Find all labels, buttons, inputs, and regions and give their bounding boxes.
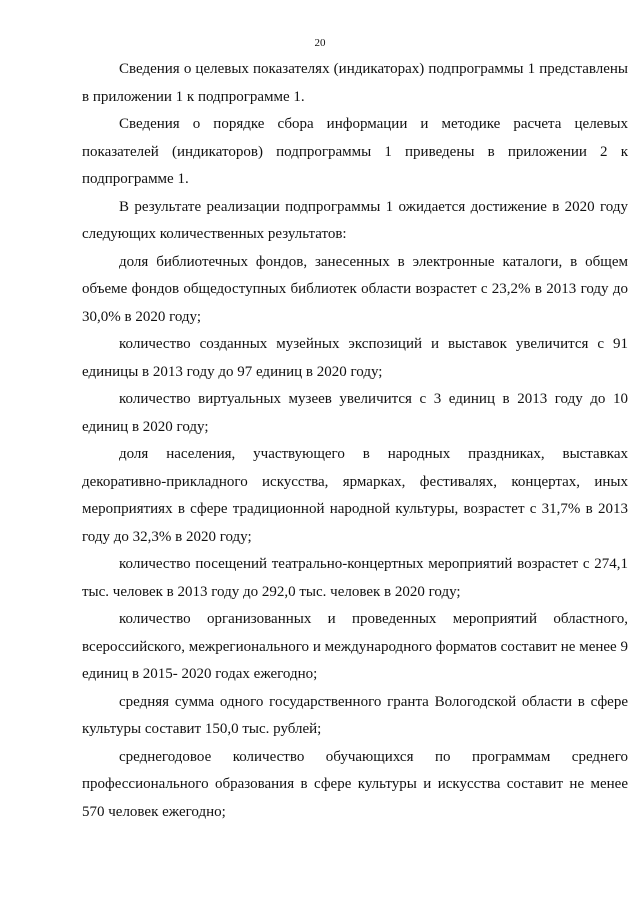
paragraph-indicators-info: Сведения о целевых показателях (индикаторах) подпрограммы 1 представлены в приложении 1 к подпрограмме 1. [82, 61, 628, 105]
paragraph-theatre-visits: количество посещений театрально-концертных мероприятий возрастет с 274,1 тыс. человек в 2013 году до 292,0 тыс. человек в 2020 году; [82, 556, 628, 600]
paragraph-methodology-info: Сведения о порядке сбора информации и методике расчета целевых показателей (индикаторов) подпрограммы 1 приведены в приложении 2 к подпрограмме 1. [82, 116, 628, 187]
document-body [82, 56, 628, 826]
paragraph-folk-culture-participation: доля населения, участвующего в народных праздниках, выставках декоративно-прикладного искусства, ярмарках, фестивалях, концертах, иных мероприятиях в сфере традиционной народной культуры, возрастет с 31,7% в 2013 году до 32,3% в 2020 году; [82, 446, 628, 545]
paragraph-virtual-museums: количество виртуальных музеев увеличится с 3 единиц в 2013 году до 10 единиц в 2020 году; [82, 391, 628, 435]
paragraph-expected-results-intro: В результате реализации подпрограммы 1 ожидается достижение в 2020 году следующих количественных результатов: [82, 198, 628, 242]
paragraph-museum-exhibitions: количество созданных музейных экспозиций и выставок увеличится с 91 единицы в 2013 году до 97 единиц в 2020 году; [82, 336, 628, 380]
paragraph-events-count: количество организованных и проведенных мероприятий областного, всероссийского, межрегионального и международного форматов составит не менее 9 единиц в 2015- 2020 годах ежегодно; [82, 611, 628, 682]
paragraph-grant-amount: средняя сумма одного государственного гранта Вологодской области в сфере культуры составит 150,0 тыс. рублей; [82, 693, 628, 737]
paragraph-library-funds: доля библиотечных фондов, занесенных в электронные каталоги, в общем объеме фондов общедоступных библиотек области возрастет с 23,2% в 2013 году до 30,0% в 2020 году; [82, 253, 628, 325]
page-number: 20 [314, 37, 326, 49]
paragraph-students-count: среднегодовое количество обучающихся по программам среднего профессионального образования в сфере культуры и искусства составит не менее 570 человек ежегодно; [82, 748, 628, 820]
